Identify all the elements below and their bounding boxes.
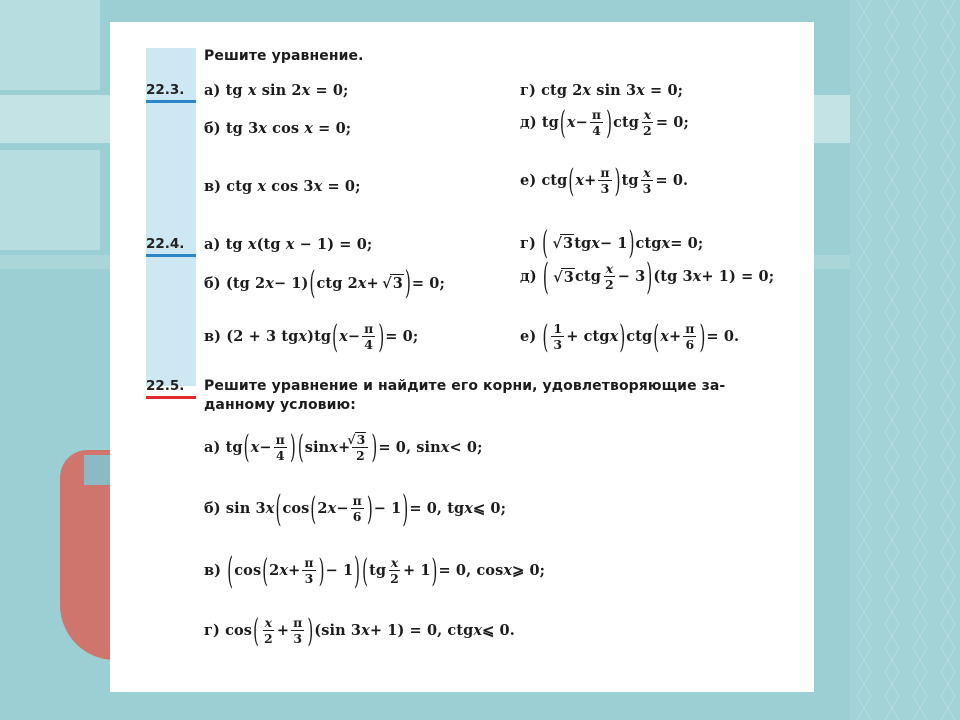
equation: б) tg 3x cos x = 0;: [204, 120, 352, 137]
equation: а) tg x sin 2x = 0;: [204, 82, 349, 99]
equation: е) ( $\frac{1}{3}$ + ctg x ) ctg ( x + $\frac{\pi}{6}$ ) = 0.: [520, 317, 740, 356]
textbook-page: [110, 22, 814, 692]
equation: е) ctg ( x + $\frac{\pi}{3}$ ) tg $\frac{x}{3}$ = 0.: [520, 161, 689, 200]
equation: в) ctg x cos 3x = 0;: [204, 178, 361, 195]
equation: г) ( √ 3 tg x − 1 ) ctg x = 0;: [520, 234, 703, 252]
equation: в) (2 + 3 tg x )tg ( x − $\frac{\pi}{4}$ ) = 0;: [204, 317, 419, 356]
equation: д) ( √ 3 ctg $\frac{x}{2}$ − 3 ) (tg 3 x + 1) = 0;: [520, 262, 774, 291]
equation: г) cos ( $\frac{x}{2}$ + $\frac{\pi}{3}$ ) (sin 3 x + 1) = 0, ctg x ⩽ 0.: [204, 611, 515, 650]
equation: в) ( cos ( 2 x + $\frac{\pi}{3}$ ) − 1 ) ( tg $\frac{x}{2}$ + 1 ) = 0, cos x ⩾ 0;: [204, 549, 546, 593]
instruction-heading: Решите уравнение.: [204, 48, 364, 64]
triangle-pattern: [850, 0, 960, 720]
equation: б) (tg 2 x − 1) ( ctg 2 x + √ 3 ) = 0;: [204, 274, 445, 292]
equation: д) tg ( x − $\frac{\pi}{4}$ ) ctg $\frac{x}{2}$ = 0;: [520, 103, 689, 142]
problem-text: данному условию:: [204, 397, 356, 413]
problem-number: 22.4.: [146, 236, 200, 257]
problem-text: Решите уравнение и найдите его корни, удовлетворяющие за-: [204, 378, 726, 394]
background-tile: [0, 0, 100, 90]
background-tile: [0, 150, 100, 250]
equation: б) sin 3 x ( cos ( 2 x − $\frac{\pi}{6}$ ) − 1 ) = 0, tg x ⩽ 0;: [204, 487, 507, 531]
problem-number: 22.3.: [146, 82, 200, 103]
equation: а) tg x(tg x − 1) = 0;: [204, 236, 373, 253]
equation: г) ctg 2x sin 3x = 0;: [520, 82, 684, 99]
equation: а) tg ( x − $\frac{\pi}{4}$ ) ( sin x + √ $\frac{3}{2}$ ) = 0, sin x < 0;: [204, 432, 483, 462]
number-underline: [146, 100, 196, 103]
number-underline: [146, 254, 196, 257]
number-underline: [146, 396, 196, 399]
problem-number: 22.5.: [146, 378, 200, 399]
